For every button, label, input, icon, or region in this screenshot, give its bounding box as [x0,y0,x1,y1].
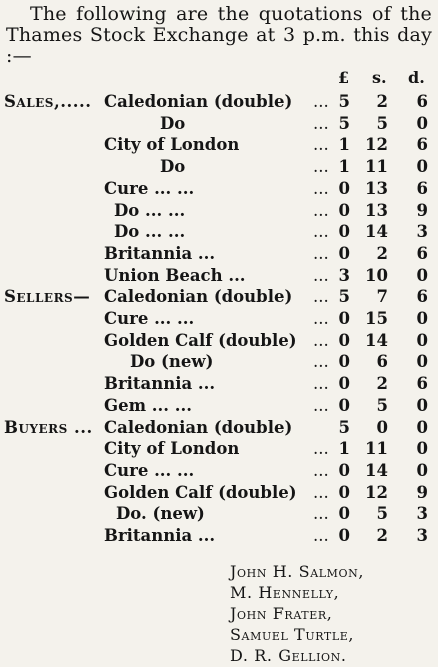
pence-value: 0 [416,113,428,133]
shillings-value: 6 [376,352,388,372]
table-row [0,265,438,286]
pounds-value: 0 [338,222,350,242]
shillings-value: 14 [365,222,388,242]
shillings-value: 12 [365,135,388,155]
table-row [0,113,438,134]
leader-dots: ... [313,374,329,394]
stock-name: Do ... ... [114,222,186,242]
table-row [0,460,438,481]
stock-name: Golden Calf (double) [104,330,297,350]
table-row [0,286,438,307]
pounds-value: 0 [338,374,350,394]
stock-name: Do [160,113,186,133]
pounds-value: 0 [338,482,350,502]
pence-value: 0 [416,460,428,480]
pence-value: 6 [416,287,428,307]
stock-name: City of London [104,135,240,155]
shillings-value: 14 [365,330,388,350]
leader-dots: ... [313,352,329,372]
pounds-value: 5 [338,113,350,133]
pence-value: 6 [416,374,428,394]
pounds-value: 0 [338,309,350,328]
table-row [0,417,438,438]
pounds-value: 1 [338,439,350,459]
leader-dots: ... [313,157,329,177]
leader-dots: ... [313,395,329,415]
shillings-value: 13 [365,178,388,198]
section-label: Buyers ... [4,417,93,437]
pounds-value: 3 [338,265,350,285]
pounds-value: 0 [338,243,350,263]
pence-value: 6 [416,92,428,111]
pounds-value: 0 [338,395,350,415]
leader-dots: ... [313,243,329,263]
pence-value: 9 [416,200,428,220]
shillings-value: 5 [376,113,388,133]
stock-name: Union Beach ... [104,265,246,285]
table-row [0,438,438,459]
stock-name: Do (new) [130,352,214,372]
pence-value: 6 [416,178,428,198]
pounds-value: 0 [338,526,350,545]
table-row [0,482,438,503]
stock-name: Do. (new) [116,504,205,524]
table-row [0,308,438,329]
stock-name: Britannia ... [104,374,216,394]
table-row [0,178,438,199]
stock-name: Britannia ... [104,243,216,263]
section-label: Sales,..... [4,92,92,111]
leader-dots: ... [313,178,329,198]
signature-name: John H. Salmon, [230,562,365,581]
stock-name: Gem ... ... [104,395,193,415]
table-row [0,91,438,112]
pence-value: 0 [416,309,428,328]
stock-name: Cure ... ... [104,460,195,480]
pounds-value: 1 [338,135,350,155]
stock-name: Caledonian (double) [104,287,293,307]
leader-dots: ... [313,460,329,480]
leader-dots: ... [313,113,329,133]
signature-name: D. R. Gellion. [230,646,347,665]
pence-value: 0 [416,417,428,437]
stock-name: Do ... ... [114,200,186,220]
pence-value: 0 [416,352,428,372]
leader-dots: ... [313,265,329,285]
stock-name: Cure ... ... [104,309,195,328]
leader-dots: ... [313,526,329,545]
pounds-value: 5 [338,417,350,437]
pence-header: d. [408,68,425,87]
shillings-header: s. [372,68,387,87]
pounds-value: 0 [338,178,350,198]
stock-name: Golden Calf (double) [104,482,297,502]
table-row [0,373,438,394]
stock-name: Caledonian (double) [104,92,293,111]
pence-value: 9 [416,482,428,502]
stock-name: Caledonian (double) [104,417,293,437]
shillings-value: 5 [376,504,388,524]
shillings-value: 14 [365,460,388,480]
table-row [0,243,438,264]
shillings-value: 0 [376,417,388,437]
leader-dots: ... [313,309,329,328]
leader-dots: ... [313,504,329,524]
table-row [0,134,438,155]
table-row [0,395,438,416]
pence-value: 0 [416,330,428,350]
pounds-value: 5 [338,287,350,307]
signature-name: M. Hennelly, [230,583,340,602]
table-row [0,503,438,524]
pounds-value: 0 [338,504,350,524]
table-row [0,351,438,372]
signature-name: Samuel Turtle, [230,625,355,644]
table-row [0,525,438,546]
pence-value: 3 [416,222,428,242]
stock-name: City of London [104,439,240,459]
pence-value: 6 [416,243,428,263]
leader-dots: ... [313,330,329,350]
signature-name: John Frater, [230,604,333,623]
leader-dots: ... [313,222,329,242]
pounds-value: 0 [338,460,350,480]
table-row [0,156,438,177]
section-label: Sellers— [4,287,91,307]
shillings-value: 11 [365,157,388,177]
pence-value: 0 [416,439,428,459]
pence-value: 0 [416,265,428,285]
shillings-value: 2 [376,92,388,111]
table-row [0,200,438,221]
pounds-value: 0 [338,200,350,220]
shillings-value: 11 [365,439,388,459]
leader-dots: ... [313,287,329,307]
pounds-value: 5 [338,92,350,111]
shillings-value: 10 [365,265,388,285]
pence-value: 3 [416,526,428,545]
stock-name: Britannia ... [104,526,216,545]
shillings-value: 7 [376,287,388,307]
leader-dots: ... [313,135,329,155]
leader-dots: ... [313,439,329,459]
pence-value: 0 [416,157,428,177]
shillings-value: 15 [365,309,388,328]
shillings-value: 2 [376,243,388,263]
pounds-header: £ [338,68,350,87]
shillings-value: 12 [365,482,388,502]
pence-value: 6 [416,135,428,155]
table-row [0,330,438,351]
shillings-value: 5 [376,395,388,415]
pounds-value: 0 [338,330,350,350]
leader-dots: ... [313,92,329,111]
shillings-value: 13 [365,200,388,220]
intro-paragraph: The following are the quotations of the Thames Stock Exchange at 3 p.m. this day :— [6,3,432,67]
stock-name: Do [160,157,186,177]
pence-value: 3 [416,504,428,524]
leader-dots: ... [313,482,329,502]
pounds-value: 1 [338,157,350,177]
pounds-value: 0 [338,352,350,372]
table-row [0,221,438,242]
stock-name: Cure ... ... [104,178,195,198]
shillings-value: 2 [376,374,388,394]
leader-dots: ... [313,200,329,220]
shillings-value: 2 [376,526,388,545]
pence-value: 0 [416,395,428,415]
